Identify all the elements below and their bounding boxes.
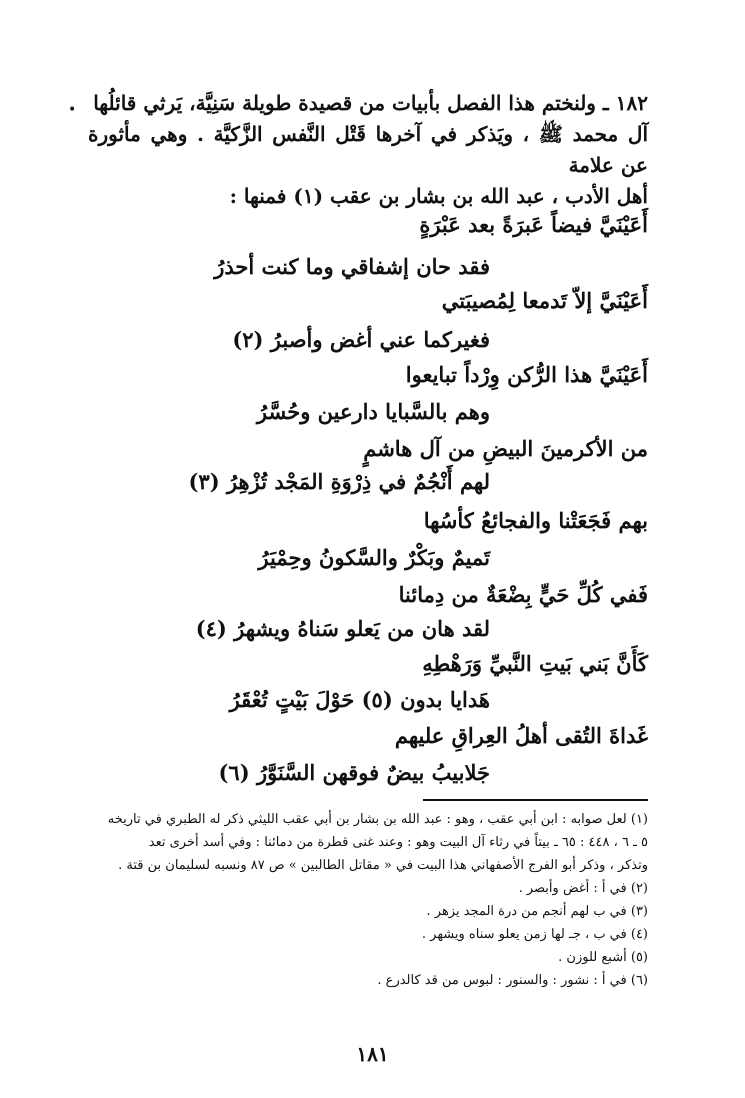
verse-first-hemistich: أَعَيْنَيَّ هذا الرُّكن وِرْداً تبايعوا bbox=[405, 362, 648, 387]
verse-first-hemistich: فَفي كُلِّ حَيٍّ بِضْعَةٌ من دِمائنا bbox=[398, 582, 648, 607]
verse-second-hemistich: جَلابيبُ بيضٌ فوقهن السَّنَوَّرُ (٦) bbox=[218, 760, 490, 785]
footnote-line: ٥ ـ ٦ ، ٤٤٨ : ٦٥ ـ بيتاً في رثاء آل البيت وهو : وعند غنى قطرة من دمائنا : وفي أسد أخرى تعد bbox=[148, 835, 648, 850]
intro-line: أهل الأدب ، عبد الله بن بشار بن عقب (١) فمنها : bbox=[229, 184, 648, 208]
verse-first-hemistich: بهم فَجَعَتْنا والفجائعُ كأسُها bbox=[423, 508, 648, 533]
verse-second-hemistich: لهم أَنْجُمٌ في ذِرْوَةِ المَجْد تُزْهِرُ (٣) bbox=[188, 469, 490, 494]
footnote-line: (١) لعل صوابه : ابن أبي عقب ، وهو : عبد الله بن بشار بن أبي عقب الليثي ذكر له الطبري في تاريخه bbox=[107, 812, 648, 827]
verse-first-hemistich: أَعَيْنَيَّ إلاّ تَدمعا لِمُصيبَتي bbox=[441, 288, 648, 313]
verse-first-hemistich: من الأكرمينَ البيضِ من آل هاشمٍ bbox=[363, 436, 648, 461]
verse-second-hemistich: وهم بالسَّبايا دارعين وحُسَّرُ bbox=[256, 399, 490, 424]
verse-first-hemistich: أَعَيْنَيَّ فيضاً عَبرَةً بعد عَبْرَةٍ bbox=[419, 212, 648, 237]
footnote-line: (٤) في ب ، جـ لها زمن يعلو سناه ويشهر . bbox=[421, 927, 648, 942]
page-number: ١٨١ bbox=[356, 1042, 389, 1066]
footnote-line: وتذكر ، وذكر أبو الفرج الأصفهاني هذا البيت في « مقاتل الطالبين » ص ٨٧ ونسبه لسليمان بن قتة . bbox=[118, 858, 648, 873]
intro-line: ١٨٢ ـ ولنختم هذا الفصل بأبيات من قصيدة طويلة سَنِيَّة، يَرثي قائلُها bbox=[93, 91, 648, 115]
margin-mark: • bbox=[68, 102, 77, 118]
footnote-line: (٢) في أ : أغض وأبصر . bbox=[518, 881, 648, 896]
verse-second-hemistich: فقد حان إشفاقي وما كنت أحذرُ bbox=[214, 254, 490, 279]
intro-line: آل محمد ﷺ ، ويَذكر في آخرها قَتْل النَّفس الزَّكيَّة . وهي مأثورة عن علامة bbox=[88, 122, 648, 177]
footnote-line: (٣) في ب لهم أنجم من درة المجد يزهر . bbox=[426, 904, 648, 919]
verse-second-hemistich: فغيركما عني أغض وأصبرُ (٢) bbox=[232, 327, 490, 352]
intro-paragraph bbox=[88, 88, 648, 212]
footnotes bbox=[63, 808, 648, 992]
verse-second-hemistich: لقد هان من يَعلو سَناهُ ويشهرُ (٤) bbox=[195, 616, 490, 641]
footnote-line: (٥) أشبع للوزن . bbox=[558, 950, 648, 965]
verse-second-hemistich: تَميمٌ وبَكْرٌ والسَّكونُ وحِمْيَرُ bbox=[258, 545, 490, 570]
verse-first-hemistich: كَأَنَّ بَني بَيتِ النَّبيِّ وَرَهْطِهِ bbox=[422, 651, 648, 676]
verse-second-hemistich: هَدايا بدون (٥) حَوْلَ بَيْتٍ تُعْقَرُ bbox=[229, 687, 490, 712]
footnote-line: (٦) في أ : نشور : والسنور : لبوس من قد كالدرع . bbox=[377, 973, 648, 988]
footnote-separator bbox=[423, 799, 648, 801]
verse-first-hemistich: غَداةَ التُقى أهلُ العِراقِ عليهم bbox=[394, 723, 648, 748]
